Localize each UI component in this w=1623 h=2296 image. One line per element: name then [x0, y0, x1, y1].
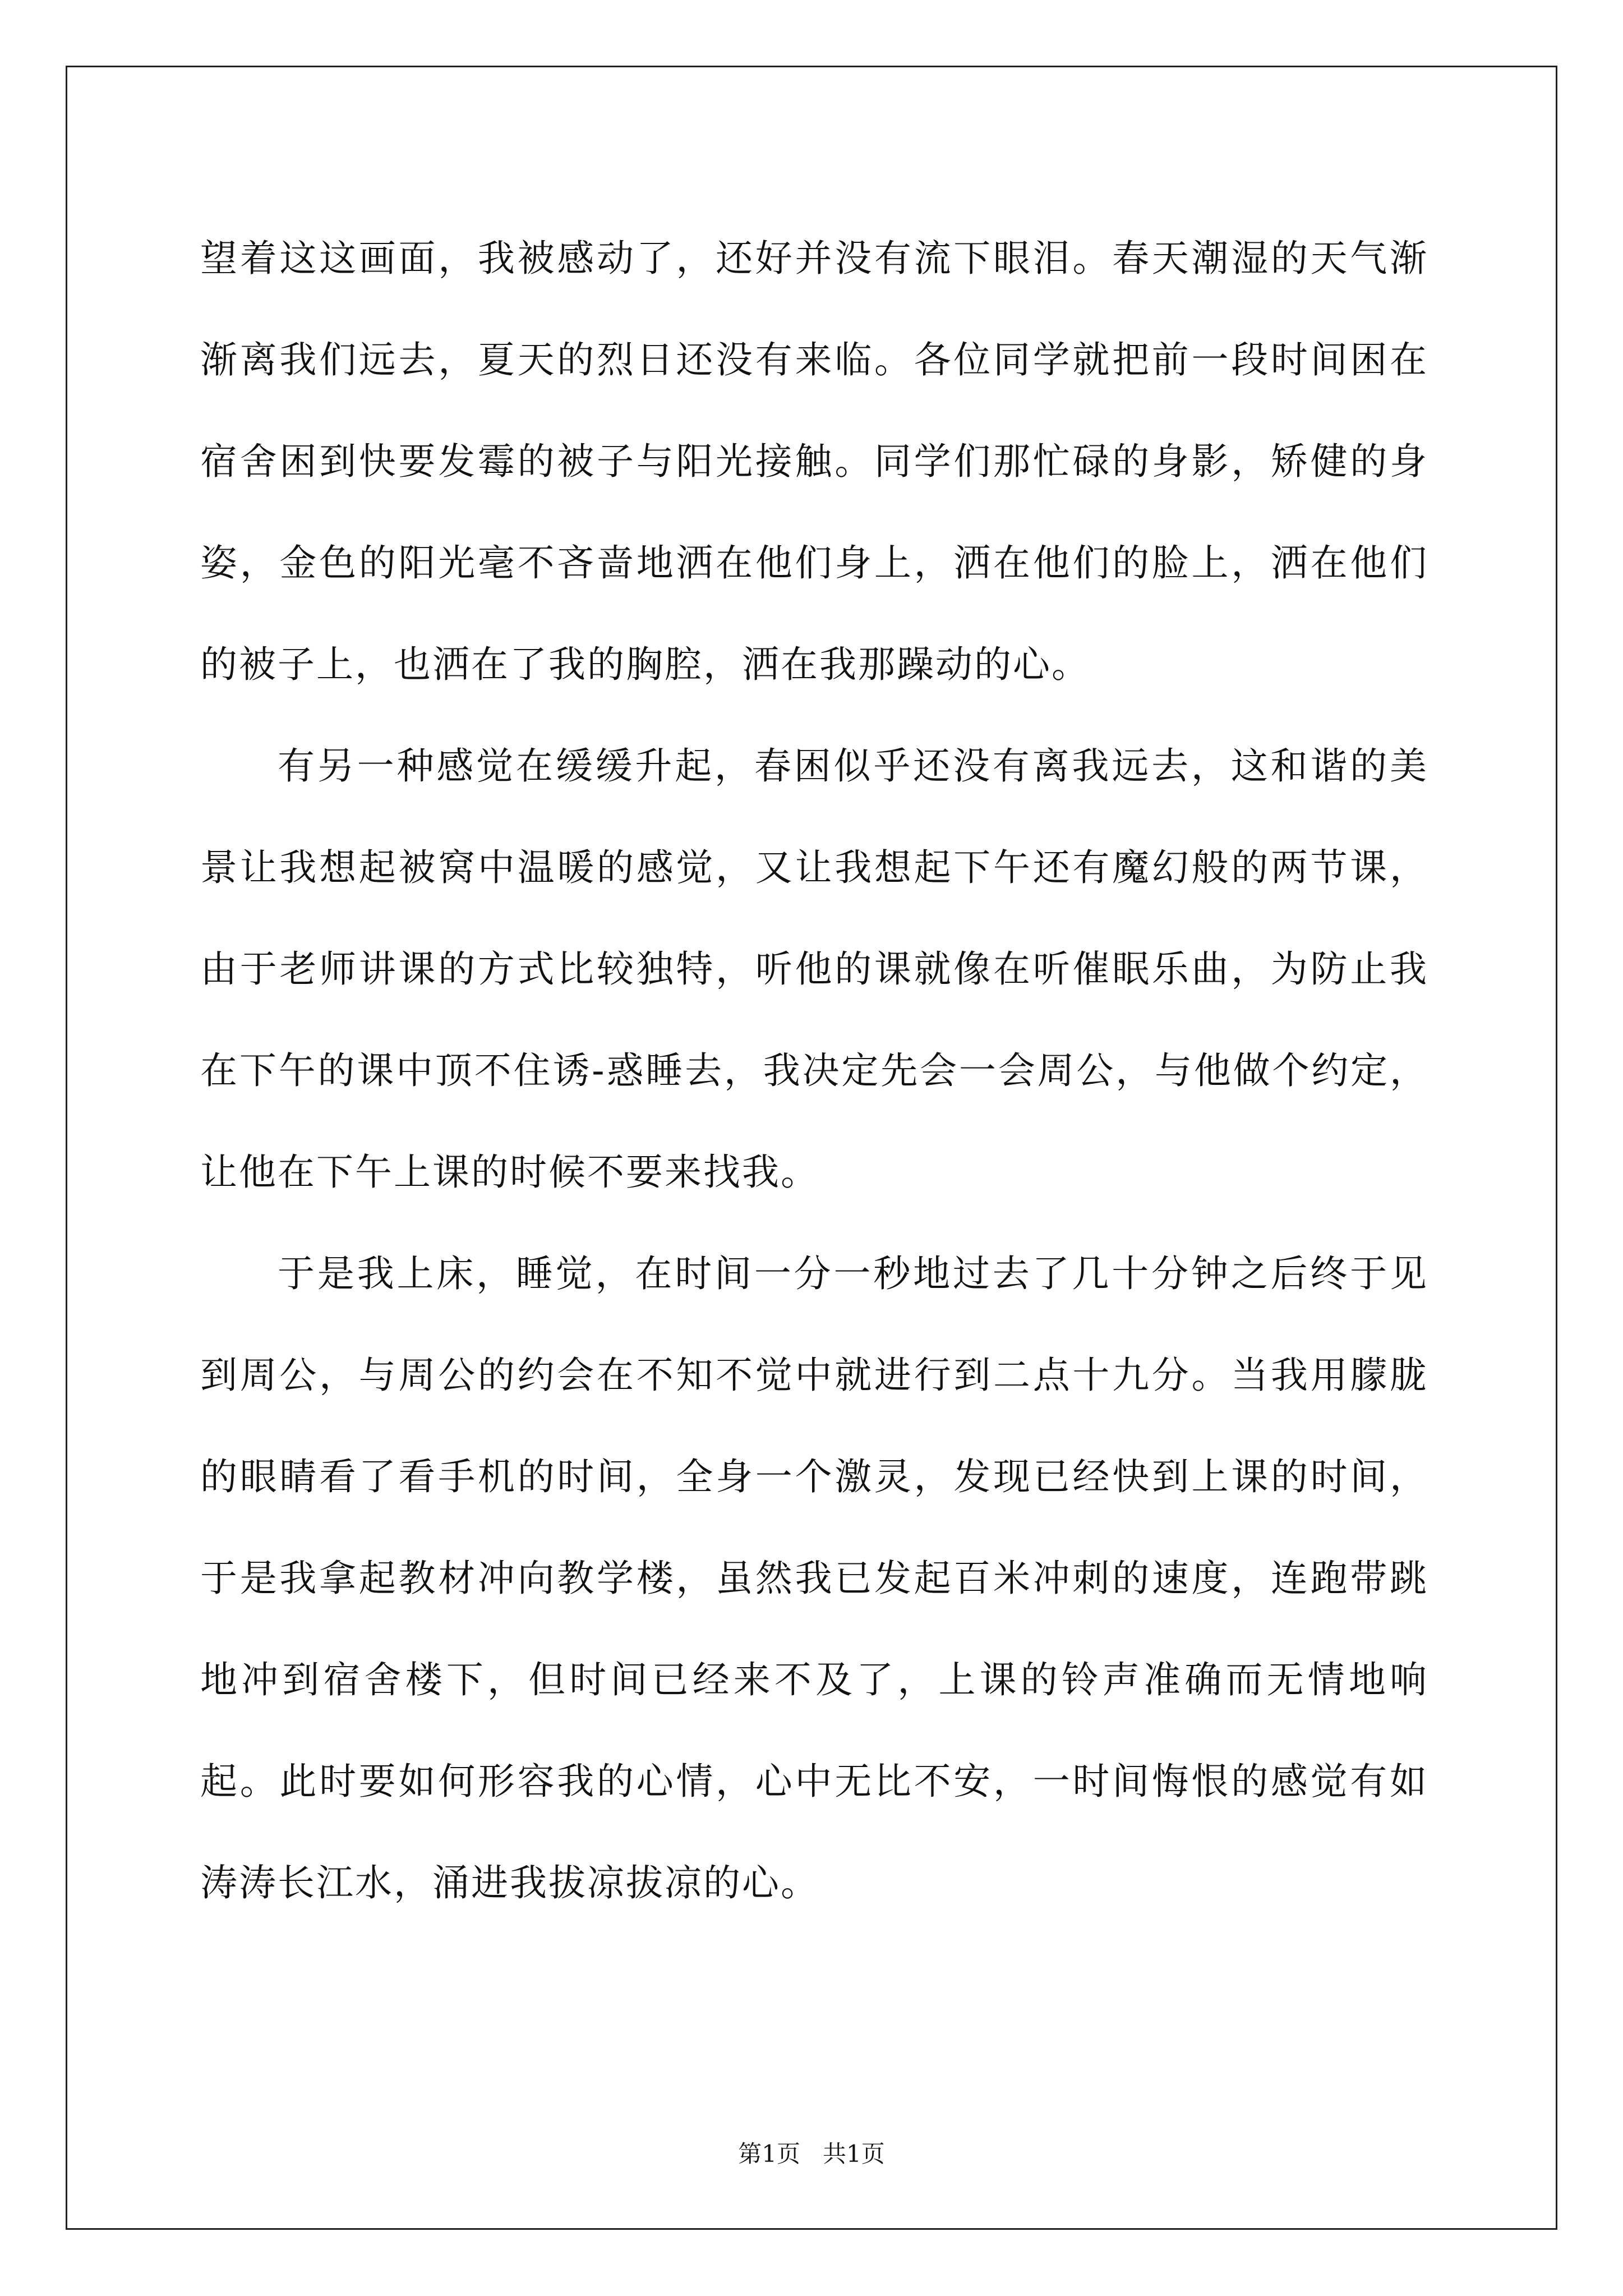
document-body	[200, 208, 1428, 1934]
paragraph-1: 望着这这画面，我被感动了，还好并没有流下眼泪。春天潮湿的天气渐渐离我们远去，夏天的烈日还没有来临。各位同学就把前一段时间困在宿舍困到快要发霉的被子与阳光接触。同学们那忙碌的身影，矫健的身姿，金色的阳光毫不吝啬地洒在他们身上，洒在他们的脸上，洒在他们的被子上，也洒在了我的胸腔，洒在我那躁动的心。	[200, 237, 1428, 686]
page-number-footer: 第1页 共1页	[738, 2140, 885, 2168]
paragraph-2: 有另一种感觉在缓缓升起，春困似乎还没有离我远去，这和谐的美景让我想起被窝中温暖的感觉，又让我想起下午还有魔幻般的两节课，由于老师讲课的方式比较独特，听他的课就像在听催眠乐曲，为防止我在下午的课中顶不住诱-惑睡去，我决定先会一会周公，与他做个约定，让他在下午上课的时候不要来找我。	[200, 744, 1428, 1194]
paragraph-3: 于是我上床，睡觉，在时间一分一秒地过去了几十分钟之后终于见到周公，与周公的约会在不知不觉中就进行到二点十九分。当我用朦胧的眼睛看了看手机的时间，全身一个激灵，发现已经快到上课的时间，于是我拿起教材冲向教学楼，虽然我已发起百米冲刺的速度，连跑带跳地冲到宿舍楼下，但时间已经来不及了，上课的铃声准确而无情地响起。此时要如何形容我的心情，心中无比不安，一时间悔恨的感觉有如涛涛长江水，涌进我拔凉拔凉的心。	[200, 1252, 1428, 1904]
